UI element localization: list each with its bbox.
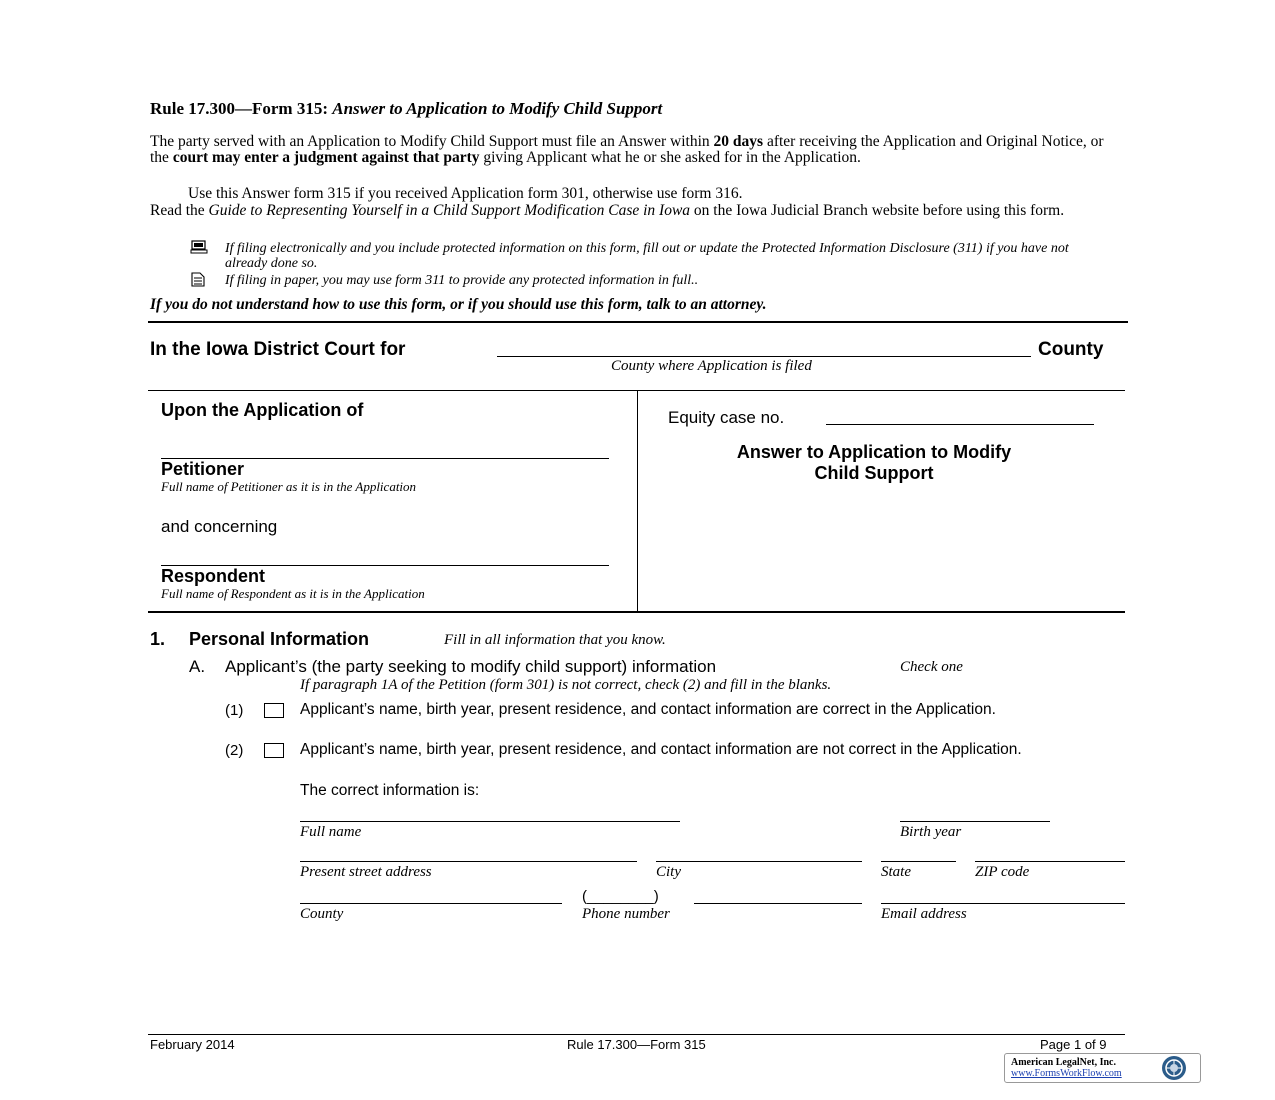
phone-input[interactable] (694, 903, 862, 904)
footer-date: February 2014 (150, 1037, 235, 1052)
intro-paragraph: The party served with an Application to Modify Child Support must file an Answer within 20 days after receiving the Application and Original Notice, or the court may enter a judgment against that party giving Applicant what he or she asked for in the Application. (150, 133, 1104, 166)
petitioner-label: Petitioner (161, 459, 245, 479)
email-input[interactable] (881, 903, 1125, 904)
birth-year-caption: Birth year (900, 824, 962, 840)
option-number: (1) (225, 702, 244, 719)
respondent-label: Respondent (161, 566, 266, 586)
upon-application-label: Upon the Application of (161, 400, 364, 420)
option-2-text: Applicant’s name, birth year, present residence, and contact information are not correct in the Application. (300, 741, 1022, 758)
intro-guide: Read the Guide to Representing Yourself in a Child Support Modification Case in Iowa on the Iowa Judicial Branch website before using this form. (150, 202, 1065, 219)
subsection-title: Applicant’s (the party seeking to modify child support) information (225, 657, 717, 676)
county-input[interactable] (497, 356, 1031, 357)
zip-caption: ZIP code (975, 864, 1030, 880)
attorney-warning: If you do not understand how to use this form, or if you should use this form, talk to an attorney. (150, 296, 767, 313)
option-number: (2) (225, 742, 244, 759)
badge-name: American LegalNet, Inc. (1011, 1057, 1116, 1068)
state-input[interactable] (881, 861, 956, 862)
street-address-caption: Present street address (300, 864, 432, 880)
divider (148, 611, 1125, 613)
check-one-hint: Check one (900, 659, 963, 675)
section-number: 1. (150, 629, 166, 649)
document-title: Answer to Application to Modify Child Support (736, 442, 1012, 483)
computer-icon (190, 240, 208, 254)
option-1-checkbox[interactable] (264, 703, 284, 718)
footer-divider (148, 1034, 1125, 1035)
county-word: County (1038, 339, 1104, 360)
note-paper: If filing in paper, you may use form 311 to provide any protected information in full.. (225, 273, 699, 288)
note-electronic: If filing electronically and you include protected information on this form, fill out or update the Protected Information Disclosure (311) if you have not already done so. (225, 241, 1069, 271)
city-caption: City (656, 864, 681, 880)
county-field-caption: County (300, 906, 344, 922)
phone-area-code-input[interactable]: (________) (582, 888, 659, 905)
form-title-name: Answer to Application to Modify Child Support (332, 99, 663, 118)
birth-year-input[interactable] (900, 821, 1050, 822)
street-address-input[interactable] (300, 861, 637, 862)
subsection-letter: A. (189, 657, 206, 676)
phone-caption: Phone number (582, 906, 670, 922)
equity-case-label: Equity case no. (668, 408, 785, 427)
option-2-checkbox[interactable] (264, 743, 284, 758)
equity-case-input[interactable] (826, 424, 1094, 425)
form-title-rule: Rule 17.300—Form 315: (150, 99, 329, 118)
globe-logo-icon (1161, 1055, 1187, 1081)
section-hint: Fill in all information that you know. (444, 632, 666, 648)
court-label: In the Iowa District Court for (150, 339, 406, 360)
intro-form-choice: Use this Answer form 315 if you received Application form 301, otherwise use form 316. (188, 185, 743, 202)
petitioner-caption: Full name of Petitioner as it is in the Application (161, 479, 417, 494)
full-name-input[interactable] (300, 821, 680, 822)
zip-input[interactable] (975, 861, 1125, 862)
full-name-caption: Full name (300, 824, 362, 840)
form-title (150, 99, 662, 119)
email-caption: Email address (881, 906, 967, 922)
and-concerning-label: and concerning (161, 517, 278, 536)
county-caption: County where Application is filed (611, 358, 812, 374)
footer-form: Rule 17.300—Form 315 (567, 1037, 706, 1052)
section-title: Personal Information (189, 629, 370, 649)
badge-url-link[interactable]: www.FormsWorkFlow.com (1011, 1068, 1122, 1079)
document-icon (191, 272, 205, 287)
caption-vertical-divider (637, 391, 638, 612)
option-1-text: Applicant’s name, birth year, present residence, and contact information are correct in the Application. (300, 701, 996, 718)
respondent-caption: Full name of Respondent as it is in the Application (161, 586, 425, 601)
correct-info-label: The correct information is: (300, 782, 480, 799)
divider (148, 321, 1128, 323)
subsection-note: If paragraph 1A of the Petition (form 301) is not correct, check (2) and fill in the blanks. (300, 677, 832, 693)
county-field-input[interactable] (300, 903, 562, 904)
state-caption: State (881, 864, 911, 880)
american-legalnet-badge[interactable] (1004, 1053, 1201, 1083)
footer-page-number: Page 1 of 9 (1040, 1037, 1107, 1052)
city-input[interactable] (656, 861, 862, 862)
